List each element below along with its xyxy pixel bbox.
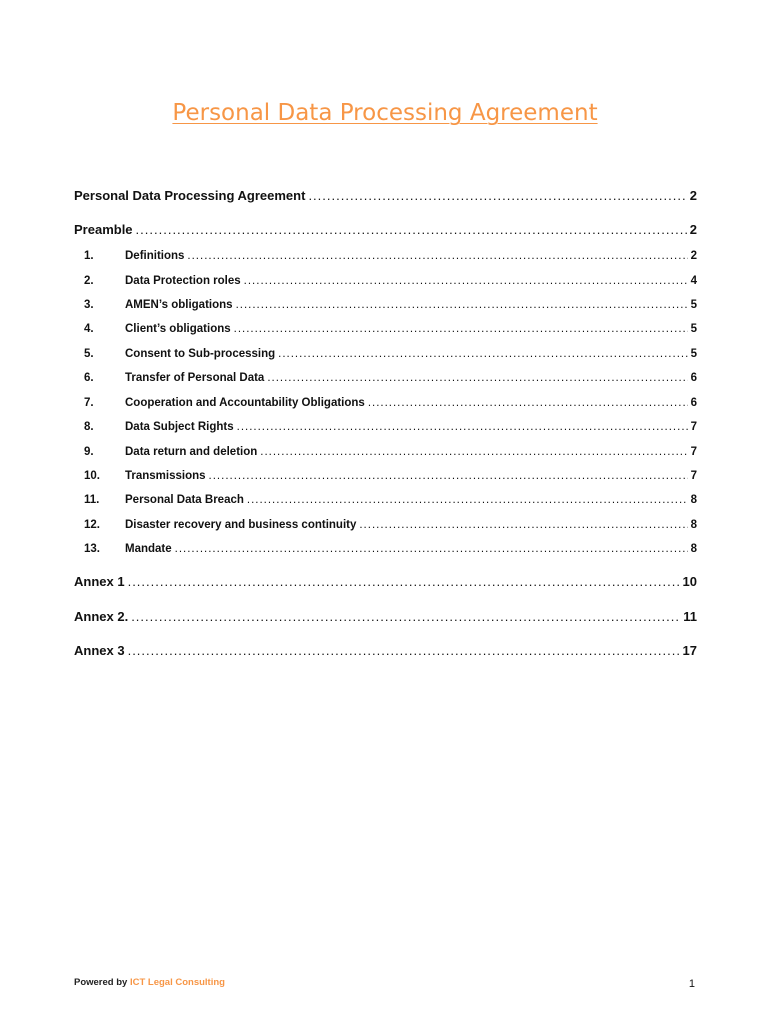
- toc-annex-page: 11: [683, 609, 697, 624]
- toc-item[interactable]: [74, 421, 697, 439]
- toc-item-number: 5.: [84, 348, 94, 360]
- toc-entry-label: Preamble: [74, 222, 133, 237]
- toc-leader-dots: [359, 519, 687, 531]
- toc-item-page: 5: [690, 348, 697, 360]
- toc-leader-dots: [136, 222, 687, 237]
- toc-item-page: 2: [690, 250, 697, 262]
- toc-item-label: Data Protection roles: [125, 275, 241, 287]
- toc-item-number: 9.: [84, 446, 94, 458]
- toc-annex[interactable]: [74, 643, 697, 663]
- toc-item-page: 8: [690, 543, 697, 555]
- toc-item-page: 7: [690, 470, 697, 482]
- toc-leader-dots: [234, 323, 688, 335]
- toc-item-number: 3.: [84, 299, 94, 311]
- toc-leader-dots: [278, 348, 687, 360]
- toc-leader-dots: [236, 299, 688, 311]
- toc-item-page: 4: [690, 275, 697, 287]
- toc-item[interactable]: [74, 543, 697, 561]
- toc-annex[interactable]: [74, 609, 697, 629]
- toc-item-label: Transmissions: [125, 470, 206, 482]
- toc-annex-label: Annex 1: [74, 574, 125, 589]
- toc-item-page: 7: [690, 446, 697, 458]
- toc-leader-dots: [267, 372, 687, 384]
- toc-entry[interactable]: [74, 188, 697, 208]
- toc-item-page: 5: [690, 323, 697, 335]
- toc-item-page: 5: [690, 299, 697, 311]
- toc-item-label: Transfer of Personal Data: [125, 372, 265, 384]
- toc-item-number: 2.: [84, 275, 94, 287]
- toc-leader-dots: [128, 574, 680, 589]
- toc-item[interactable]: [74, 299, 697, 317]
- toc-item[interactable]: [74, 397, 697, 415]
- toc-item-label: Personal Data Breach: [125, 494, 244, 506]
- toc-leader-dots: [368, 397, 688, 409]
- toc-item-page: 6: [690, 397, 697, 409]
- toc-entry[interactable]: [74, 222, 697, 242]
- toc-annex-label: Annex 2.: [74, 609, 129, 624]
- toc-item-number: 6.: [84, 372, 94, 384]
- toc-entry-page: 2: [689, 188, 697, 203]
- toc-entry-page: 2: [689, 222, 697, 237]
- footer-prefix: Powered by: [74, 977, 128, 988]
- toc-item-page: 7: [690, 421, 697, 433]
- toc-leader-dots: [260, 446, 687, 458]
- toc-item-label: Client’s obligations: [125, 323, 231, 335]
- toc-item[interactable]: [74, 250, 697, 268]
- toc-leader-dots: [209, 470, 688, 482]
- toc-item-number: 7.: [84, 397, 94, 409]
- toc-item[interactable]: [74, 519, 697, 537]
- toc-item[interactable]: [74, 372, 697, 390]
- toc-leader-dots: [237, 421, 688, 433]
- toc-annex-page: 17: [682, 643, 697, 658]
- toc-item[interactable]: [74, 323, 697, 341]
- document-title: Personal Data Processing Agreement: [172, 100, 598, 126]
- toc-item-page: 8: [690, 494, 697, 506]
- toc-item-label: Mandate: [125, 543, 172, 555]
- toc-leader-dots: [247, 494, 688, 506]
- toc-item[interactable]: [74, 275, 697, 293]
- toc-leader-dots: [187, 250, 687, 262]
- toc-entry-label: Personal Data Processing Agreement: [74, 188, 306, 203]
- toc-item-number: 11.: [84, 494, 100, 506]
- toc-item-label: Consent to Sub-processing: [125, 348, 276, 360]
- toc-item-label: Data Subject Rights: [125, 421, 234, 433]
- toc-item-label: AMEN’s obligations: [125, 299, 233, 311]
- toc-leader-dots: [128, 643, 680, 658]
- toc-item-label: Data return and deletion: [125, 446, 258, 458]
- toc-item[interactable]: [74, 494, 697, 512]
- toc-item-number: 13.: [84, 543, 100, 555]
- toc-item-number: 1.: [84, 250, 94, 262]
- toc-leader-dots: [244, 275, 688, 287]
- toc-annex-label: Annex 3: [74, 643, 125, 658]
- toc-item[interactable]: [74, 470, 697, 488]
- page-footer: [74, 977, 225, 988]
- toc-item[interactable]: [74, 446, 697, 464]
- toc-item-label: Disaster recovery and business continuity: [125, 519, 357, 531]
- toc-item[interactable]: [74, 348, 697, 366]
- toc-leader-dots: [131, 609, 680, 624]
- toc-item-page: 6: [690, 372, 697, 384]
- toc-leader-dots: [308, 188, 686, 203]
- toc-leader-dots: [175, 543, 688, 555]
- footer-brand-link[interactable]: ICT Legal Consulting: [129, 977, 225, 988]
- toc-item-number: 12.: [84, 519, 100, 531]
- toc-item-number: 8.: [84, 421, 94, 433]
- toc-item-label: Cooperation and Accountability Obligations: [125, 397, 365, 409]
- toc-item-page: 8: [690, 519, 697, 531]
- toc-item-number: 4.: [84, 323, 94, 335]
- toc-item-label: Definitions: [125, 250, 185, 262]
- toc-annex[interactable]: [74, 574, 697, 594]
- page-number: 1: [688, 978, 695, 990]
- toc-annex-page: 10: [682, 574, 697, 589]
- toc-item-number: 10.: [84, 470, 100, 482]
